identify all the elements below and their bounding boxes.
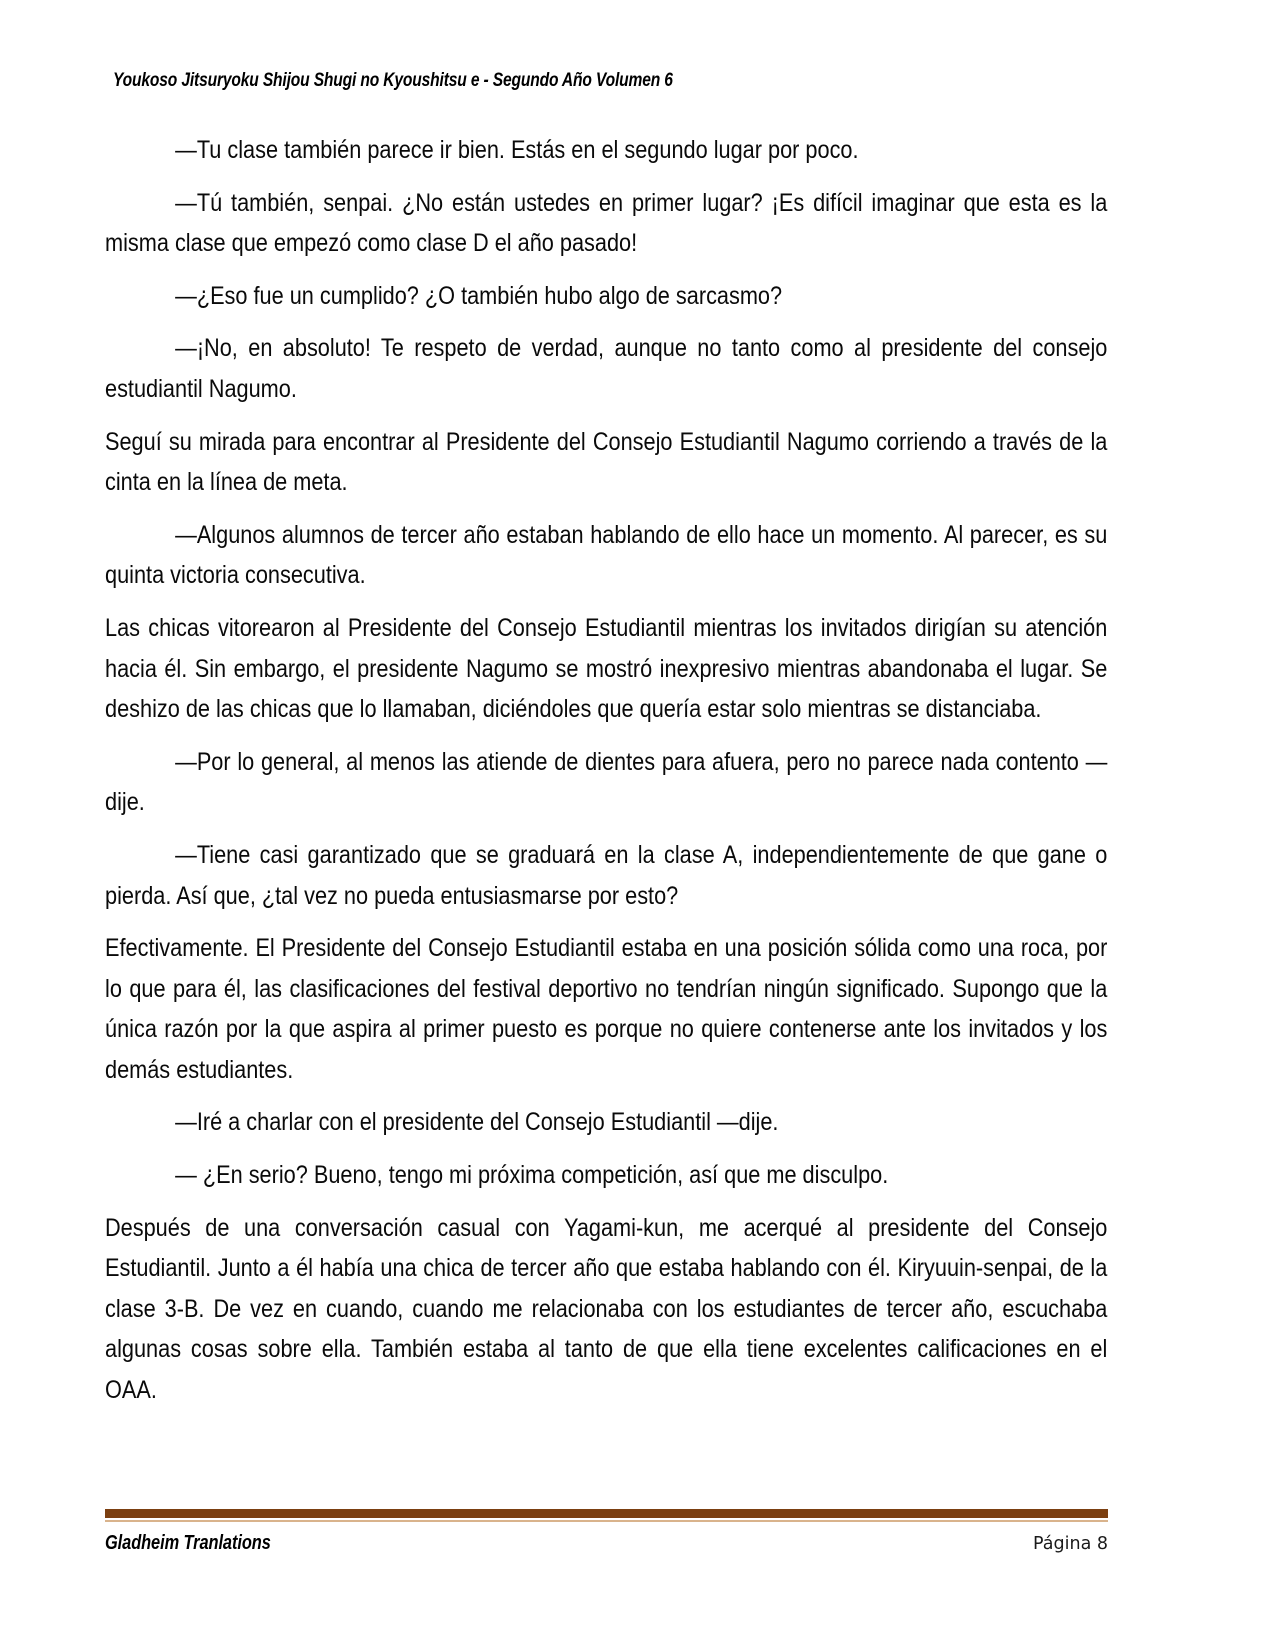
page-footer xyxy=(105,1530,1108,1570)
running-header-title: Youkoso Jitsuryoku Shijou Shugi no Kyoushitsu e - Segundo Año Volumen 6 xyxy=(113,69,673,91)
page-number: Página 8 xyxy=(1033,1534,1108,1554)
paragraph: Las chicas vitorearon al Presidente del Consejo Estudiantil mientras los invitados dirigían su atención hacia él. Sin embargo, el presidente Nagumo se mostró inexpresivo mientras abandonaba el lugar. Se deshizo de las chicas que lo llamaban, diciéndoles que quería estar solo mientras se distanciaba. xyxy=(105,613,1108,724)
paragraph: —Iré a charlar con el presidente del Consejo Estudiantil —dije. xyxy=(175,1108,779,1137)
paragraph: Efectivamente. El Presidente del Consejo Estudiantil estaba en una posición sólida como una roca, por lo que para él, las clasificaciones del festival deportivo no tendrían ningún significado. Supongo que la única razón por la que aspira al primer puesto es porque no quiere contenerse ante los invitados y los demás estudiantes. xyxy=(105,934,1108,1084)
document-body xyxy=(105,130,1107,1411)
paragraph: —Tiene casi garantizado que se graduará en la clase A, independientemente de que gane o pierda. Así que, ¿tal vez no pueda entusiasmarse por esto? xyxy=(105,840,1108,910)
paragraph: —¡No, en absoluto! Te respeto de verdad, aunque no tanto como al presidente del consejo estudiantil Nagumo. xyxy=(105,334,1108,403)
paragraph: —Por lo general, al menos las atiende de dientes para afuera, pero no parece nada contento —dije. xyxy=(105,747,1108,817)
paragraph: Después de una conversación casual con Yagami-kun, me acerqué al presidente del Consejo Estudiantil. Junto a él había una chica de tercer año que estaba hablando con él. Kiryuuin-senpai, de la clase 3-B. De vez en cuando, cuando me relacionaba con los estudiantes de tercer año, escuchaba algunas cosas sobre ella. También estaba al tanto de que ella tiene excelentes calificaciones en el OAA. xyxy=(105,1213,1108,1405)
paragraph: Seguí su mirada para encontrar al Presidente del Consejo Estudiantil Nagumo corriendo a través de la cinta en la línea de meta. xyxy=(105,427,1108,497)
paragraph: —Tu clase también parece ir bien. Estás en el segundo lugar por poco. xyxy=(175,136,859,164)
footer-divider-rule xyxy=(105,1509,1108,1518)
paragraph: —¿Eso fue un cumplido? ¿O también hubo algo de sarcasmo? xyxy=(175,281,783,310)
footer-divider-accent xyxy=(105,1520,1108,1522)
paragraph: —Tú también, senpai. ¿No están ustedes en primer lugar? ¡Es difícil imaginar que esta es la misma clase que empezó como clase D el año pasado! xyxy=(105,188,1108,258)
translator-credit: Gladheim Tranlations xyxy=(105,1532,271,1554)
paragraph: — ¿En serio? Bueno, tengo mi próxima competición, así que me disculpo. xyxy=(175,1161,889,1190)
paragraph: —Algunos alumnos de tercer año estaban hablando de ello hace un momento. Al parecer, es su quinta victoria consecutiva. xyxy=(105,520,1108,590)
